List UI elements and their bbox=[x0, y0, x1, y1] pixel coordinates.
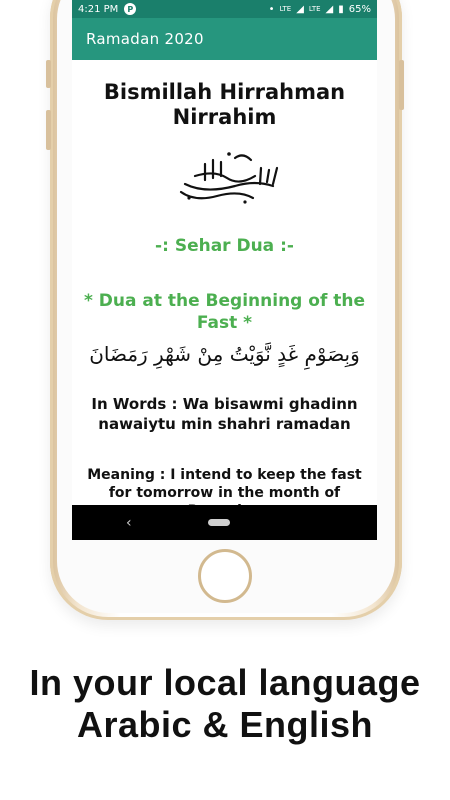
app-bar bbox=[72, 18, 377, 60]
phone-power-button bbox=[399, 60, 404, 110]
page-title: Bismillah Hirrahman Nirrahim bbox=[103, 80, 346, 129]
home-pill-icon[interactable] bbox=[208, 519, 230, 526]
battery-icon: ▮ bbox=[338, 3, 344, 15]
promo-caption bbox=[0, 662, 450, 746]
phone-side-button bbox=[46, 60, 51, 88]
caption-line-1: In your local language bbox=[29, 662, 421, 703]
lte-indicator-1: LTE bbox=[279, 5, 292, 13]
app-title: Ramadan 2020 bbox=[86, 30, 204, 48]
status-time: 4:21 PM bbox=[78, 3, 119, 15]
dua-heading: * Dua at the Beginning of the Fast * bbox=[83, 291, 366, 333]
meaning-text: Meaning : I intend to keep the fast for tomorrow in the month of bbox=[87, 467, 362, 501]
signal-icon-2: ◢ bbox=[325, 3, 334, 15]
app-notification-icon: P bbox=[124, 3, 136, 15]
sehar-dua-heading: -: Sehar Dua :- bbox=[155, 236, 294, 256]
scroll-content[interactable] bbox=[72, 60, 377, 505]
in-words-text: In Words : Wa bisawmi ghadinn nawaiytu min shahri ramadan bbox=[91, 395, 358, 433]
dot-icon: • bbox=[268, 3, 275, 15]
status-bar bbox=[72, 0, 377, 18]
bismillah-calligraphy bbox=[165, 146, 285, 206]
caption-line-2: Arabic & English bbox=[76, 704, 374, 745]
phone-volume-up bbox=[46, 110, 51, 150]
back-icon[interactable]: ‹ bbox=[126, 514, 132, 531]
arabic-dua-text: وَبِصَوْمِ غَدٍ نَّوَيْتُ مِنْ شَهْرِ رَمَضَانَ bbox=[89, 342, 360, 366]
battery-percent: 65% bbox=[348, 3, 371, 15]
lte-indicator-2: LTE bbox=[308, 5, 321, 13]
signal-icon: ◢ bbox=[296, 3, 304, 15]
navigation-bar bbox=[72, 505, 377, 540]
phone-screen bbox=[72, 0, 377, 540]
phone-home-button bbox=[198, 549, 252, 603]
